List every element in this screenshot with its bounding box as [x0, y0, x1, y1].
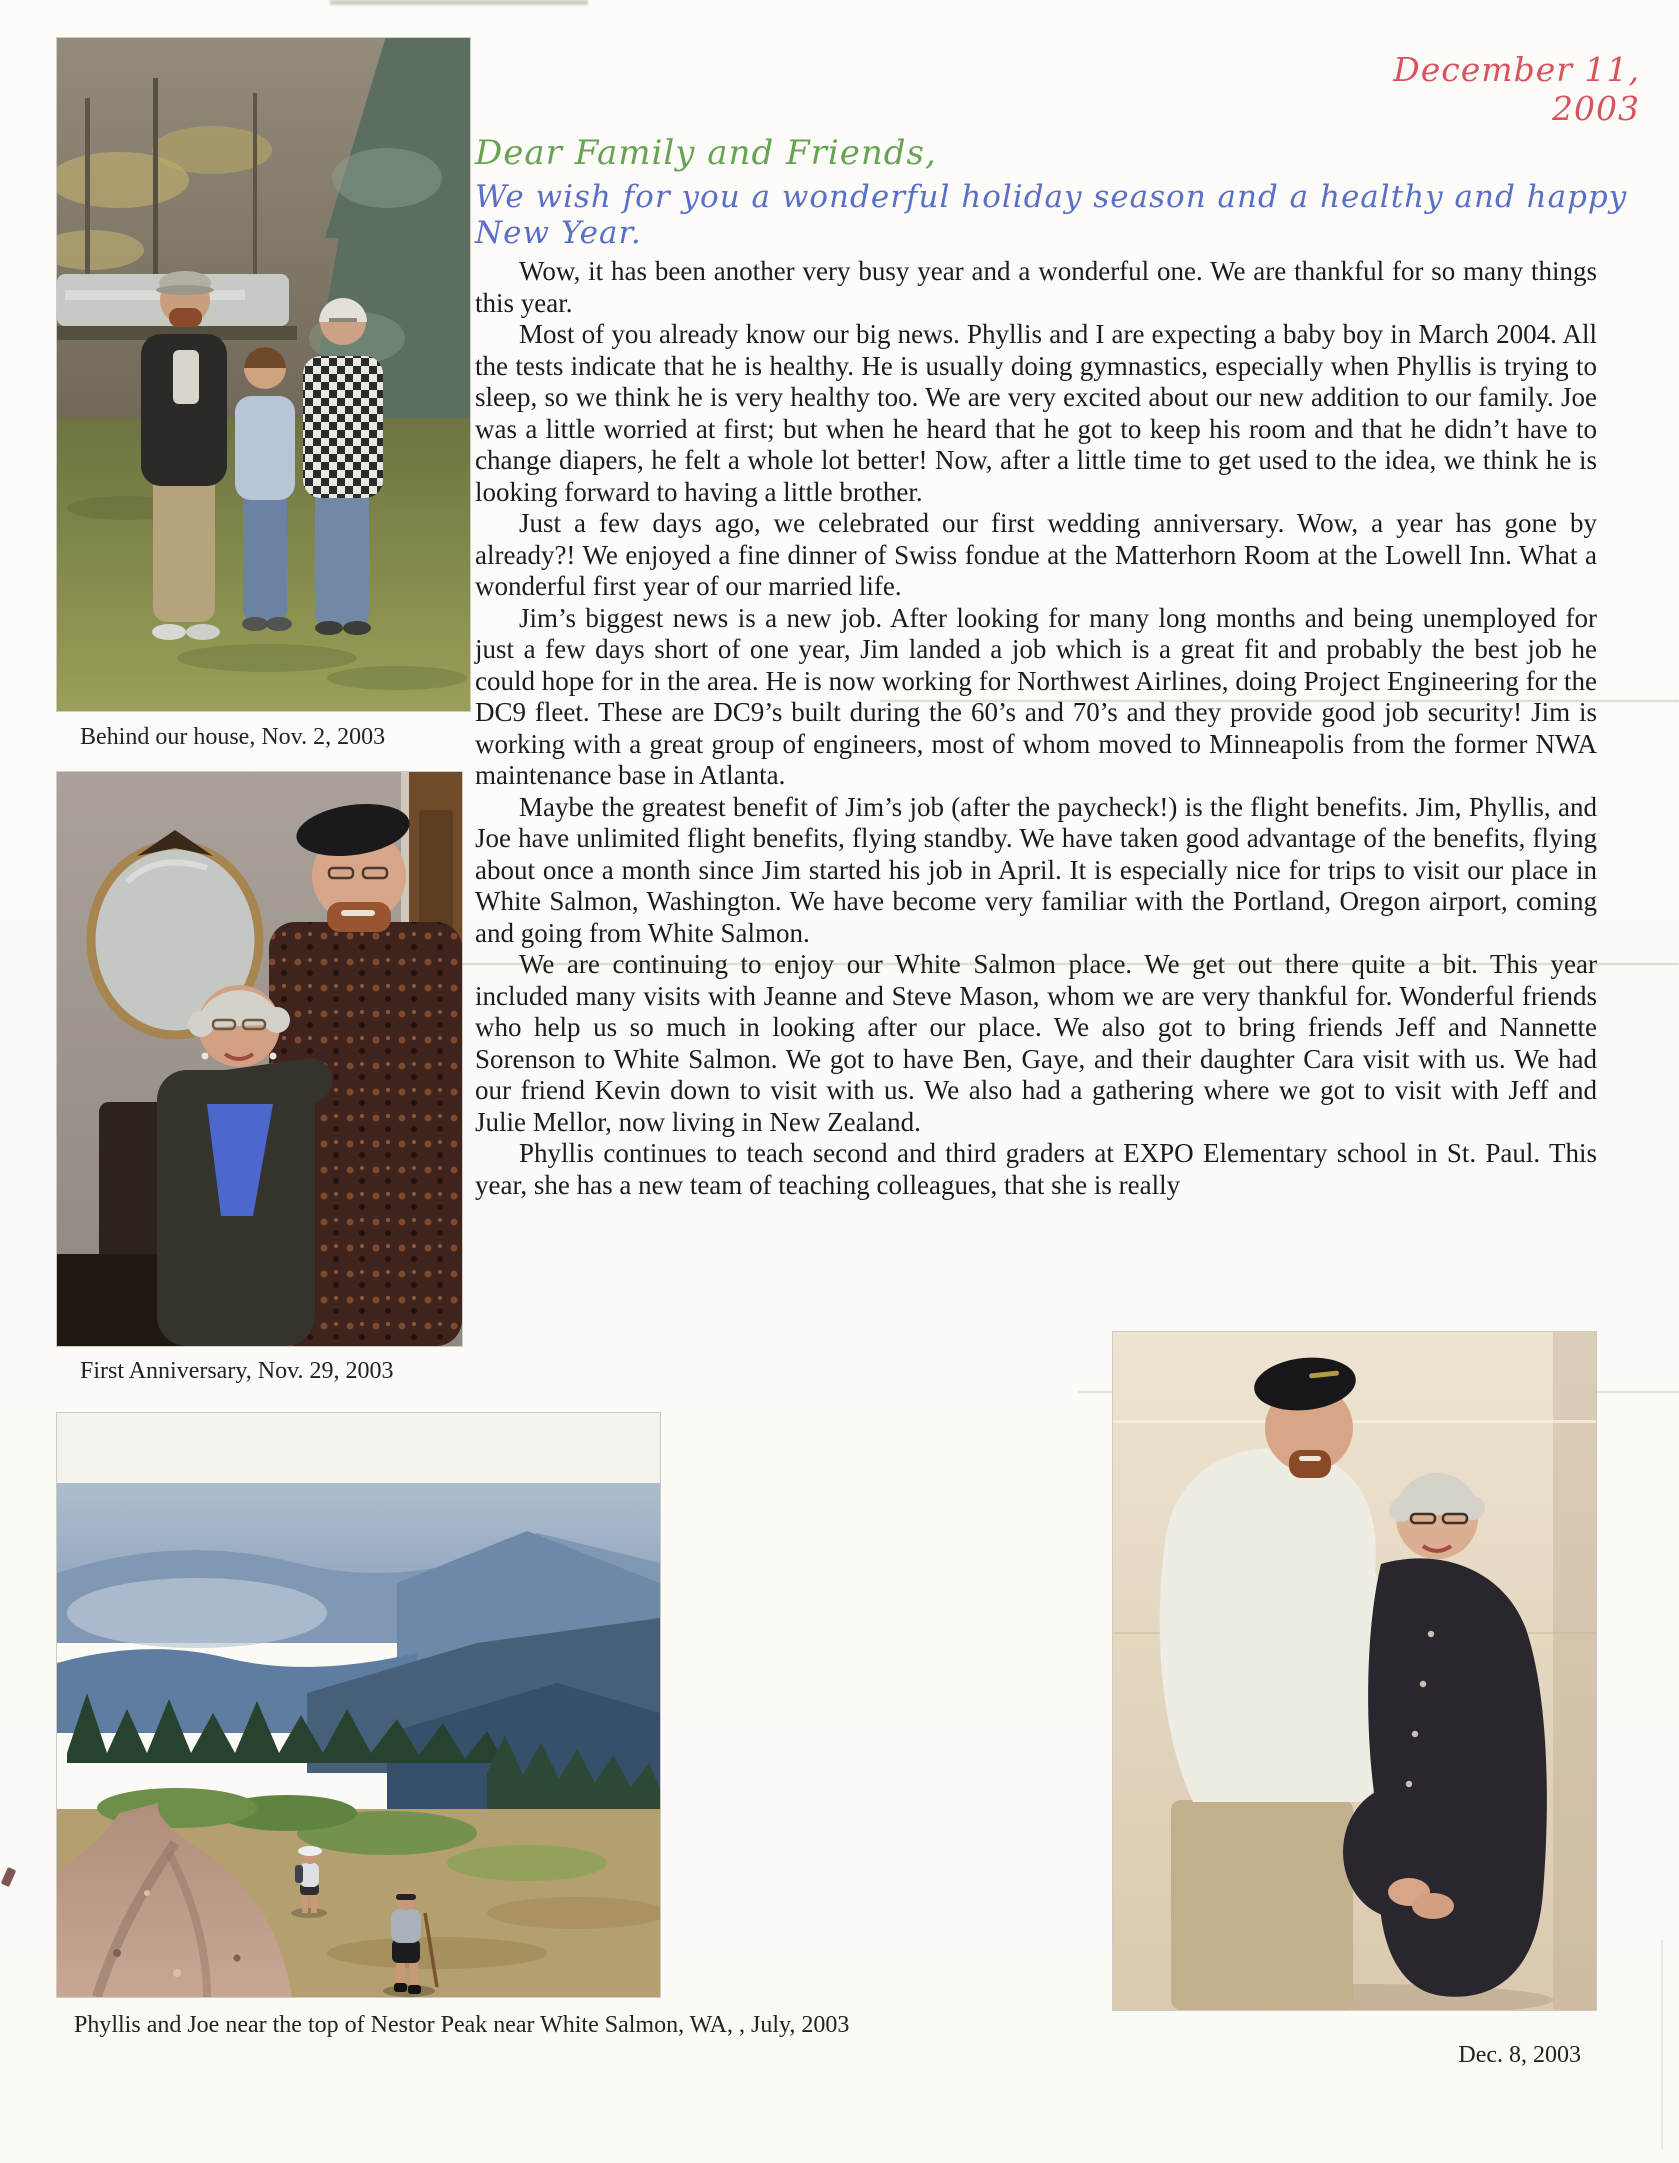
letter-date: December 11, 2003	[1393, 50, 1640, 128]
photo-expecting-couple	[1113, 1332, 1596, 2010]
letter-body	[475, 256, 1597, 1201]
photo-caption-behind-house: Behind our house, Nov. 2, 2003	[80, 724, 386, 750]
family-outdoors-illustration	[57, 38, 470, 711]
paragraph-thankful: Wow, it has been another very busy year and a wonderful one. We are thankful for so many things this year.	[475, 256, 1597, 318]
paragraph-flight-benefits: Maybe the greatest benefit of Jim’s job (after the paycheck!) is the flight benefits. Jim, Phyllis, and Joe have unlimited flight benefits, flying standby. We have taken good advantage of the benefits, flying about once a month since Jim started his job in April. It is especially nice for trips to visit our place in White Salmon, Washington. We have become very familiar with the Portland, Oregon airport, coming and going from White Salmon.	[475, 791, 1597, 948]
hiking-trail-illustration	[57, 1413, 660, 1997]
anniversary-couple-illustration	[57, 772, 462, 1346]
pen-mark-artifact	[1, 1867, 17, 1887]
photo-first-anniversary	[57, 772, 462, 1346]
paragraph-baby-news: Most of you already know our big news. Phyllis and I are expecting a baby boy in March 2004. All the tests indicate that he is healthy. He is usually doing gymnastics, especially when Phyllis is trying to sleep, so we think he is very healthy too. We are very excited about our new addition to our family. Joe was a little worried at first; but when he heard that he got to keep his room and that he didn’t have to change diapers, he felt a whole lot better! Now, after a little time to get used to the idea, we think he is looking forward to having a little brother.	[475, 319, 1597, 507]
photo-caption-december: Dec. 8, 2003	[1458, 2042, 1581, 2068]
scan-artifact-top	[330, 0, 588, 5]
scan-edge-line	[1661, 1940, 1663, 2150]
expecting-couple-illustration	[1113, 1332, 1596, 2010]
paragraph-phyllis-teaching: Phyllis continues to teach second and third graders at EXPO Elementary school in St. Paul. This year, she has a new team of teaching colleagues, that she is really	[475, 1138, 1597, 1200]
photo-nestor-peak-hike	[57, 1413, 660, 1997]
photo-caption-first-anniversary: First Anniversary, Nov. 29, 2003	[80, 1358, 394, 1384]
paragraph-anniversary: Just a few days ago, we celebrated our first wedding anniversary. Wow, a year has gone by already?! We enjoyed a fine dinner of Swiss fondue at the Matterhorn Room at the Lowell Inn. What a wonderful first year of our married life.	[475, 508, 1597, 601]
holiday-wish-line: We wish for you a wonderful holiday season and a healthy and happy New Year.	[475, 179, 1628, 251]
photo-family-behind-house	[57, 38, 470, 711]
salutation-line: Dear Family and Friends,	[475, 133, 937, 173]
paragraph-white-salmon: We are continuing to enjoy our White Salmon place. We get out there quite a bit. This year included many visits with Jeanne and Steve Mason, whom we are very thankful for. Wonderful friends who help us so much in looking after our place. We also got to bring friends Jeff and Nannette Sorenson to White Salmon. We got to have Ben, Gaye, and their daughter Cara visit with us. We had our friend Kevin down to visit with us. We also had a gathering where we got to visit with Jeff and Julie Mellor, now living in New Zealand.	[475, 949, 1597, 1137]
photo-caption-nestor-peak: Phyllis and Joe near the top of Nestor Peak near White Salmon, WA, , July, 2003	[74, 2012, 850, 2038]
paragraph-new-job: Jim’s biggest news is a new job. After looking for many long months and being unemployed for just a few days short of one year, Jim landed a job which is a great fit and probably the best job he could hope for in the area. He is now working for Northwest Airlines, doing Project Engineering for the DC9 fleet. These are DC9’s built during the 60’s and 70’s and they provide good job security! Jim is working with a great group of engineers, most of whom moved to Minneapolis from the former NWA maintenance base in Atlanta.	[475, 602, 1597, 790]
